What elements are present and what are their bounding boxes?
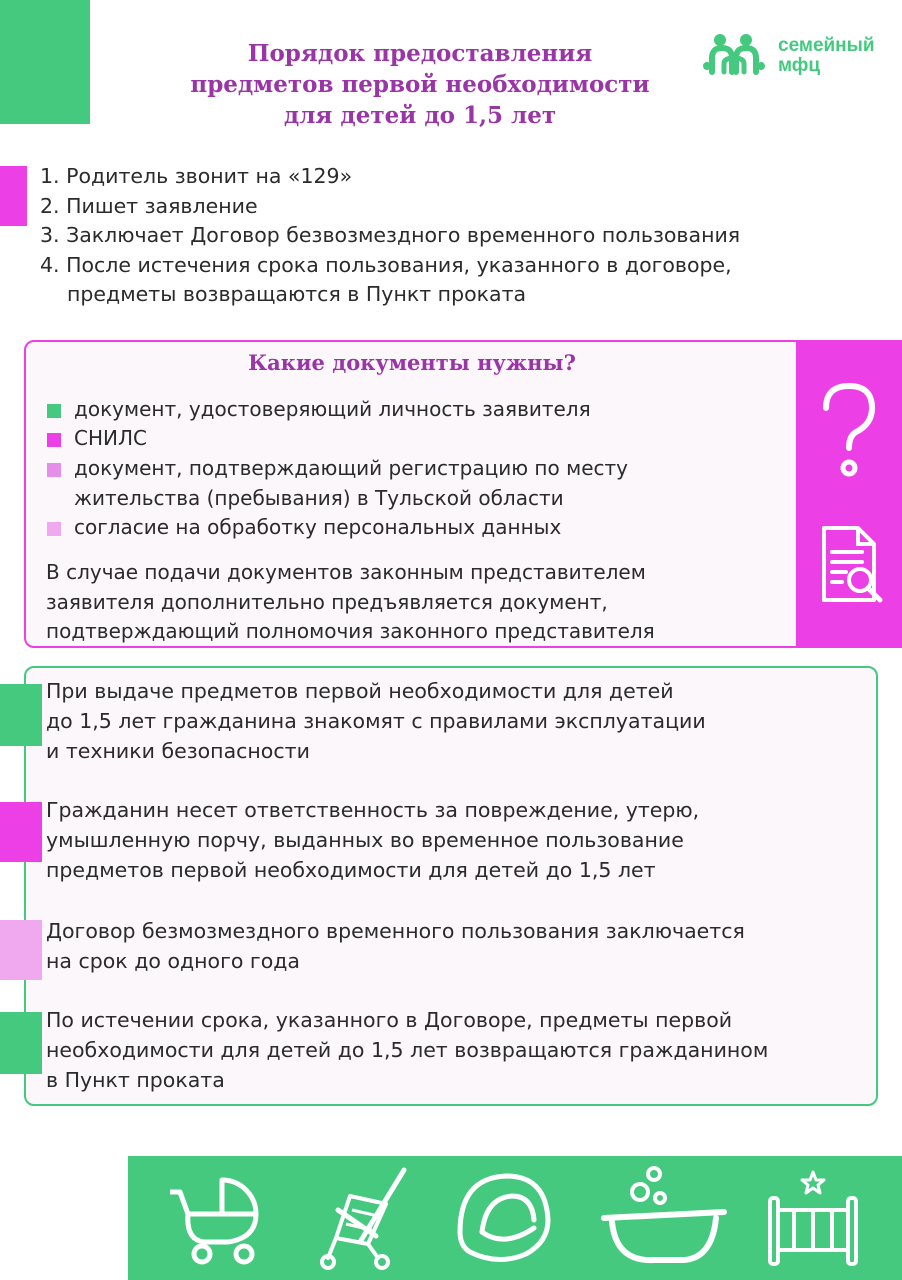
document-search-icon [818, 524, 886, 606]
step-item: 1. Родитель звонит на «129» [40, 164, 353, 188]
bullet-lilac [47, 463, 61, 477]
bullet-magenta [47, 433, 61, 447]
document-item: документ, подтверждающий регистрацию по месту [74, 456, 628, 480]
step-item-continuation: предметы возвращаются в Пункт проката [67, 282, 527, 306]
steps-list [40, 162, 740, 310]
info-paragraph: Договор безмозмездного временного пользования заключается на срок до одного года [46, 919, 745, 973]
crib-icon [766, 1164, 860, 1270]
info-side-marker [0, 684, 42, 746]
corner-block [0, 0, 90, 124]
info-paragraph: По истечении срока, указанного в Договоре, предметы первой необходимости для детей до 1,5 лет возвращаются гражданином в Пункт проката [46, 1008, 769, 1092]
car-seat-icon [452, 1168, 556, 1268]
documents-heading: Какие документы нужны? [248, 350, 576, 375]
stroller-icon [316, 1166, 416, 1270]
info-side-marker [0, 802, 42, 862]
step-item: 4. После истечения срока пользования, указанного в договоре, [40, 252, 732, 277]
documents-note: В случае подачи документов законным представителем заявителя дополнительно предъявляется документ, подтверждающий полномочия законного представителя [46, 560, 655, 643]
document-item-continuation: жительства (пребывания) в Тульской области [74, 486, 564, 510]
logo-text: семейный мфц [778, 35, 875, 76]
family-logo-icon [700, 32, 772, 78]
bathtub-icon [598, 1166, 732, 1268]
baby-carriage-icon [162, 1172, 270, 1268]
page-title: Порядок предоставления предметов первой необходимости для детей до 1,5 лет [190, 40, 650, 129]
steps-side-marker [0, 166, 27, 226]
step-item: 2. Пишет заявление [40, 193, 258, 218]
info-paragraph: Гражданин несет ответственность за повреждение, утерю, умышленную порчу, выданных во временное пользование предметов первой необходимости для детей до 1,5 лет [46, 798, 700, 882]
step-item: 3. Заключает Договор безвозмездного временного пользования [40, 223, 741, 247]
document-item: документ, удостоверяющий личность заявителя [74, 397, 591, 421]
question-icon [816, 380, 882, 480]
document-item: согласие на обработку персональных данных [74, 515, 562, 539]
bullet-pale [47, 522, 61, 536]
document-item: СНИЛС [74, 426, 147, 450]
info-side-marker [0, 920, 42, 980]
info-side-marker [0, 1012, 42, 1074]
info-paragraph: При выдаче предметов первой необходимости для детей до 1,5 лет гражданина знакомят с правилами эксплуатации и техники безопасности [46, 679, 706, 763]
bullet-green [47, 404, 61, 418]
